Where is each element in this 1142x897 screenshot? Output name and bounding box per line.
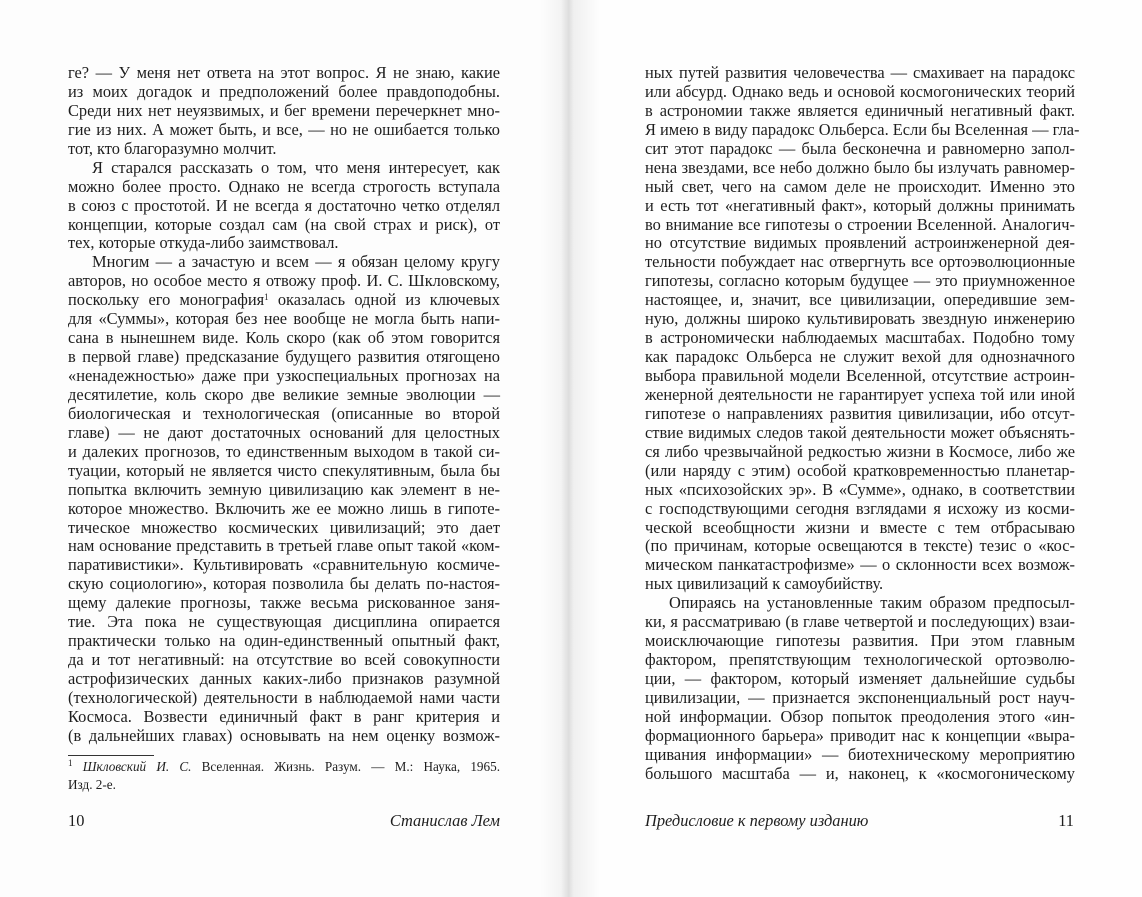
text-line: женерной деятельности не гарантирует успеха той или иной (645, 384, 1075, 404)
text-line: (или наряду с этим) особой кратковременностью планетар- (645, 460, 1075, 480)
text-line: Многим — а зачастую и всем — я обязан целому кругу (92, 252, 500, 272)
text-line: как парадокс Ольберса не служит вехой для однозначного (645, 347, 1075, 367)
text-line: можно более просто. Однако не всегда строгость вступала (68, 176, 500, 196)
text-line: щивания информации» — биотехническому мероприятию (645, 744, 1075, 764)
text-line: попытка включить земную цивилизацию как элемент в не- (68, 479, 500, 499)
text-line: настоящее, и, значит, все цивилизации, опередившие зем- (645, 290, 1075, 310)
text-fragment: оказалась одной из ключевых (268, 290, 500, 310)
text-line: да и тот негативный: на отсутствие во всей совокупности (68, 650, 500, 670)
text-line: в астрономии также является единичный негативный факт. (645, 100, 1075, 120)
text-line: Я имею в виду парадокс Ольберса. Если бы Вселенная — гла- (645, 119, 1080, 139)
text-line: биологическая и технологическая (описанные во второй (68, 403, 500, 423)
left-page-number: 10 (68, 811, 85, 830)
text-line: тельности побуждает нас отвергнуть все ортоэволюционные (645, 252, 1075, 272)
text-line: Я старался рассказать о том, что меня интересует, как (92, 157, 500, 177)
text-line: сана в нынешнем виде. Коль скоро (как об этом говорится (68, 328, 500, 348)
text-line: цивилизации, — признается экспоненциальный рост науч- (645, 687, 1075, 707)
text-line: ный свет, чего на самом деле не происходит. Именно это (645, 176, 1075, 196)
text-line: для «Суммы», которая без нее вообще не могла быть напи- (68, 309, 500, 329)
text-line: ки, я рассматриваю (в главе четвертой и последующих) взаи- (645, 612, 1075, 632)
left-page-body (68, 64, 500, 746)
text-line: в союз с простотой. И не всегда я достаточно четко отделял (68, 195, 500, 215)
text-line: щему далекие прогнозы, также весьма рискованное заня- (68, 593, 500, 613)
text-line: тот, кто благоразумно молчит. (68, 138, 277, 158)
text-line: ции, — фактором, который изменяет дальнейшие судьбы (645, 669, 1075, 688)
text-line: Опираясь на установленные таким образом предпосыл- (669, 593, 1075, 613)
text-line: ческой всеобщности жизни и вместе с тем отбрасываю (645, 517, 1075, 537)
text-line: ных цивилизаций к самоубийству. (645, 574, 884, 594)
text-line: из моих догадок и предположений более правдоподобны. (68, 81, 500, 101)
text-line: скую социологию», которая позволила бы делать по-настоя- (68, 574, 500, 594)
text-line: тех, которые откуда-либо заимствовал. (68, 233, 339, 253)
text-line: во внимание все гипотезы о строении Вселенной. Аналогич- (645, 214, 1075, 234)
text-line: Космоса. Возвести единичный факт в ранг критерия и (68, 706, 500, 726)
footnote-text: Вселенная. Жизнь. Разум. — М.: Наука, 1965. (191, 759, 501, 774)
text-line: в астрономически наблюдаемых масштабах. Подобно тому (645, 328, 1075, 348)
text-line: сит этот парадокс — была бесконечна и равномерно запол- (645, 138, 1075, 158)
text-fragment: поскольку его монография (68, 290, 265, 310)
text-line: концепции, которые создал сам (на свой страх и риск), от (68, 214, 500, 234)
text-line: нам основание представить в третьей главе опыт такой «ком- (68, 536, 500, 556)
text-line: астрофизических данных каких-либо признаков разумной (68, 669, 500, 688)
text-line: ных «психозойских эр». В «Сумме», однако, в соответствии (645, 479, 1075, 499)
text-line: в первой главе) предсказание будущего развития отягощено (68, 347, 500, 367)
footnote-line: Изд. 2-е. (68, 776, 116, 792)
text-line: туации, который не является чисто спекулятивным, была бы (68, 460, 500, 480)
text-line: фактором, препятствующим технологической ортоэволю- (645, 650, 1075, 670)
text-line: гие из них. А может быть, и все, — но не ошибается только (68, 119, 500, 139)
text-line: (технологической) деятельности в наблюдаемой нами части (68, 687, 500, 707)
text-line: гипотезы, согласно которым будущее — это приумноженное (645, 271, 1075, 291)
text-line: или абсурд. Однако ведь и основой космогонических теорий (645, 81, 1075, 101)
text-line: десятилетие, коль скоро две великие земные эволюции — (68, 384, 500, 404)
running-footer-title: Предисловие к первому изданию (645, 811, 869, 830)
running-footer-author: Станислав Лем (389, 811, 500, 830)
text-line: формационного барьера» приводит нас к концепции «выра- (645, 725, 1075, 745)
text-line: Среди них нет неуязвимых, и бег времени перечеркнет мно- (68, 100, 500, 120)
text-line: ся либо чрезвычайной редкостью жизни в Космосе, либо же (645, 441, 1075, 461)
footnote (68, 758, 500, 793)
text-line: ствие видимых следов такой деятельности может объяснять- (645, 422, 1075, 442)
text-line: гипотезе о направлениях развития цивилизации, ибо отсут- (645, 403, 1075, 423)
text-line: ге? — У меня нет ответа на этот вопрос. Я не знаю, какие (68, 63, 500, 82)
text-line: ной информации. Обзор попыток преодоления этого «ин- (645, 706, 1075, 726)
right-page-number: 11 (1058, 811, 1074, 830)
text-line: которое множество. Включить же ее можно лишь в гипоте- (68, 498, 500, 518)
text-line: мическом панкатастрофизме» — о склонности всех возмож- (645, 555, 1075, 575)
text-line: и есть тот «негативный факт», который должны принимать (645, 195, 1075, 215)
text-line: выбора правильной модели Вселенной, отсутствие астроин- (645, 366, 1075, 385)
text-line: но отсутствие видимых проявлений астроинженерной дея- (645, 233, 1075, 253)
text-line: тие. Эта пока не существующая дисциплина опирается (68, 612, 500, 632)
text-line: с господствующими сегодня взглядами я исхожу из косми- (645, 498, 1075, 518)
footnote-divider (68, 755, 154, 756)
text-line-with-footnote (68, 291, 500, 310)
text-line: и далеких прогнозов, то единственным выходом в такой си- (68, 441, 500, 461)
right-page-body (645, 63, 1080, 784)
text-line: (в дальнейших главах) основывать на нем оценку возмож- (68, 725, 500, 745)
text-line: «ненадежностью» даже при узкоспециальных прогнозах на (68, 366, 500, 385)
footnote-marker[interactable]: 1 (264, 292, 269, 303)
text-line: паративистики». Культивировать «сравнительную космиче- (68, 555, 500, 575)
text-line: нена звездами, все небо должно было бы излучать равномер- (645, 157, 1075, 177)
text-line: авторов, но особое место я отвожу проф. И. С. Шкловскому, (68, 271, 500, 291)
text-line: большого масштаба — и, наконец, к «космогоническому (645, 763, 1075, 783)
footnote-line (68, 758, 500, 776)
text-line: ную, должны широко культивировать звездную инженерию (645, 309, 1075, 329)
text-line: моисключающие гипотезы развития. При этом главным (645, 631, 1075, 651)
text-line: практически только на один-единственный опытный факт, (68, 631, 500, 651)
footnote-number: 1 (68, 758, 73, 769)
text-line: (по причинам, которые освещаются в тексте) тезис о «кос- (645, 536, 1075, 556)
text-line: главе) — не дают достаточных оснований для целостных (68, 422, 500, 442)
text-line: тическое множество космических цивилизаций; это дает (68, 517, 500, 537)
footnote-author: Шкловский И. С. (82, 759, 192, 774)
text-line: ных путей развития человечества — смахивает на парадокс (645, 63, 1075, 82)
